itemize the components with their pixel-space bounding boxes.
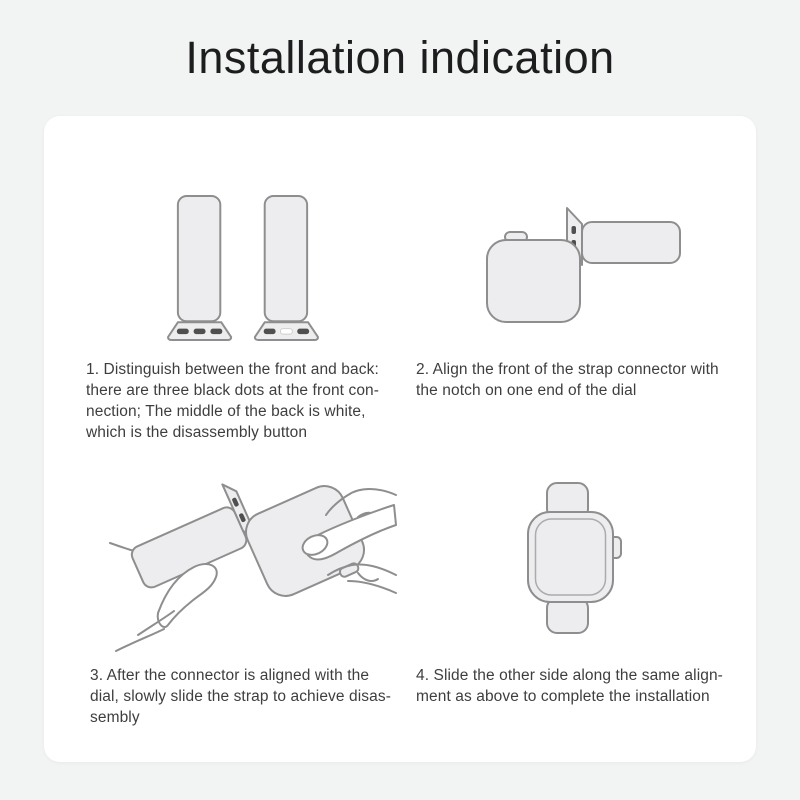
disassembly-button (280, 329, 292, 334)
step-text-line: there are three black dots at the front con- (86, 382, 380, 399)
step-4-text (416, 665, 740, 707)
strap-back (255, 196, 318, 340)
front-connector-dots (177, 329, 222, 334)
instruction-card (44, 116, 756, 762)
step-text-line: sembly (90, 709, 140, 726)
step-1-text (86, 359, 402, 443)
hands-sliding-illustration (108, 465, 398, 655)
strap-front-back-illustration (164, 194, 322, 342)
strap (582, 222, 680, 263)
step-text-line: 3. After the connector is aligned with the (90, 667, 370, 684)
step-text-line: 1. Distinguish between the front and back: (86, 361, 379, 378)
strap-front (168, 196, 231, 340)
watch-body (487, 240, 580, 322)
step-text-line: the notch on one end of the dial (416, 382, 637, 399)
step-text-line: ment as above to complete the installation (416, 688, 710, 705)
step-2-text (416, 359, 740, 401)
step-text-line: nection; The middle of the back is white, (86, 403, 366, 420)
step-text-line: 4. Slide the other side along the same align- (416, 667, 723, 684)
watch-screen (536, 519, 606, 595)
completed-watch-illustration (525, 480, 635, 635)
bottom-strap (547, 598, 588, 633)
step-3-text (90, 665, 406, 728)
step-text-line: dial, slowly slide the strap to achieve disas- (90, 688, 391, 705)
page-title: Installation indication (185, 32, 615, 83)
step-text-line: which is the disassembly button (86, 424, 308, 441)
align-connector-illustration (483, 203, 688, 328)
step-text-line: 2. Align the front of the strap connector with (416, 361, 719, 378)
